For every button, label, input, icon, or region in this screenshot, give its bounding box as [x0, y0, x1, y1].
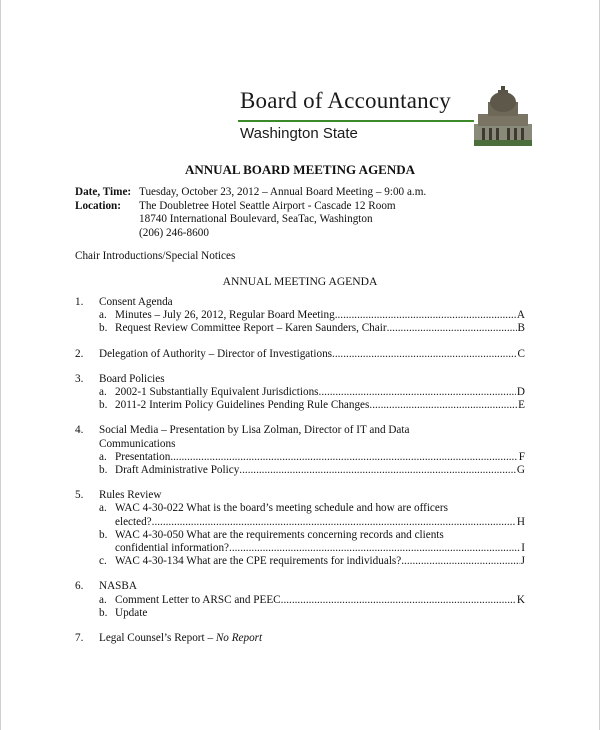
- agenda-item: [75, 464, 525, 477]
- item-letter: a.: [99, 502, 107, 515]
- item-page: E: [518, 399, 525, 412]
- section-title: NASBA: [99, 580, 137, 593]
- item-letter: b.: [99, 399, 108, 412]
- section-title: Board Policies: [99, 372, 165, 385]
- section-title: Rules Review: [99, 489, 162, 502]
- item-page: A: [516, 309, 525, 322]
- capitol-building-icon: [474, 84, 532, 146]
- location-line: 18740 International Boulevard, SeaTac, Washington: [139, 213, 373, 226]
- section-number: 6.: [75, 580, 84, 593]
- item-text: Presentation: [115, 450, 171, 463]
- agenda-item: [75, 399, 525, 412]
- agenda-list: [75, 296, 525, 657]
- item-page: D: [516, 386, 525, 399]
- item-page: H: [516, 515, 525, 528]
- agenda-section: [75, 632, 525, 645]
- item-page: B: [517, 322, 525, 335]
- item-letter: a.: [99, 386, 107, 399]
- logo-rule: [238, 120, 478, 122]
- agenda-item: [75, 309, 525, 322]
- item-letter: b.: [99, 464, 108, 477]
- location-label: Location:: [75, 199, 121, 212]
- date-value: Tuesday, October 23, 2012 – Annual Board Meeting – 9:00 a.m.: [139, 186, 427, 198]
- board-logo: [236, 84, 532, 148]
- section-number: 3.: [75, 372, 84, 385]
- item-page: K: [516, 593, 525, 606]
- item-text: Draft Administrative Policy: [115, 464, 240, 477]
- section-title: Legal Counsel’s Report –: [99, 632, 216, 645]
- section-note: No Report: [215, 632, 263, 645]
- page-title: ANNUAL BOARD MEETING AGENDA: [184, 162, 416, 177]
- section-title: Delegation of Authority – Director of Investigations: [99, 347, 333, 360]
- item-letter: a.: [99, 450, 107, 463]
- agenda-section: [75, 296, 525, 336]
- item-text: WAC 4-30-134 What are the CPE requirements for individuals?: [115, 555, 402, 568]
- item-letter: a.: [99, 309, 107, 322]
- agenda-item: [75, 529, 525, 542]
- item-letter: a.: [99, 593, 107, 606]
- agenda-item: [75, 594, 525, 607]
- chair-notice: Chair Introductions/Special Notices: [75, 250, 236, 262]
- date-label: Date, Time:: [75, 186, 132, 198]
- logo-subtitle: Washington State: [240, 125, 358, 142]
- agenda-section: [75, 373, 525, 413]
- logo-title: Board of Accountancy: [240, 88, 451, 113]
- item-text: Comment Letter to ARSC and PEEC: [115, 593, 281, 606]
- meeting-details: [75, 186, 426, 240]
- page-edge-left: [0, 0, 1, 730]
- section-number: 1.: [75, 296, 84, 308]
- agenda-item: [75, 451, 525, 464]
- section-number: 2.: [75, 347, 84, 360]
- agenda-subtitle: ANNUAL MEETING AGENDA: [222, 275, 378, 288]
- item-page: J: [520, 555, 525, 568]
- agenda-item: [75, 386, 525, 399]
- item-text-continued: elected?: [115, 515, 152, 528]
- item-page: G: [516, 464, 525, 477]
- agenda-item: [75, 322, 525, 335]
- location-line: The Doubletree Hotel Seattle Airport - Cascade 12 Room: [139, 199, 396, 212]
- item-page: F: [518, 450, 525, 463]
- item-text: 2011-2 Interim Policy Guidelines Pending Rule Changes: [115, 399, 370, 412]
- section-number: 4.: [75, 424, 84, 437]
- item-text: Request Review Committee Report – Karen Saunders, Chair: [115, 322, 387, 335]
- agenda-section: [75, 424, 525, 477]
- item-letter: b.: [99, 322, 108, 335]
- item-text: WAC 4-30-050 What are the requirements concerning records and clients: [115, 528, 444, 541]
- item-page: I: [521, 542, 525, 555]
- item-page: C: [517, 347, 525, 360]
- item-text-continued: confidential information?: [115, 542, 230, 555]
- agenda-section: [75, 489, 525, 568]
- section-title-continued: Communications: [99, 437, 176, 450]
- agenda-item: [75, 555, 525, 568]
- item-letter: c.: [99, 555, 107, 568]
- location-phone: (206) 246-8600: [139, 226, 209, 239]
- item-text: Update: [115, 606, 148, 619]
- item-text: 2002-1 Substantially Equivalent Jurisdictions: [115, 386, 319, 399]
- item-text: Minutes – July 26, 2012, Regular Board Meeting: [115, 309, 335, 322]
- agenda-item: [75, 502, 525, 515]
- section-title: Social Media – Presentation by Lisa Zolman, Director of IT and Data: [99, 424, 410, 437]
- section-number: 5.: [75, 489, 84, 502]
- item-letter: b.: [99, 606, 108, 619]
- section-number: 7.: [75, 632, 84, 645]
- agenda-section: [75, 348, 525, 361]
- section-title: Consent Agenda: [99, 296, 173, 308]
- item-text: WAC 4-30-022 What is the board’s meeting schedule and how are officers: [115, 502, 448, 515]
- agenda-item: [75, 607, 525, 620]
- item-letter: b.: [99, 528, 108, 541]
- agenda-section: [75, 580, 525, 620]
